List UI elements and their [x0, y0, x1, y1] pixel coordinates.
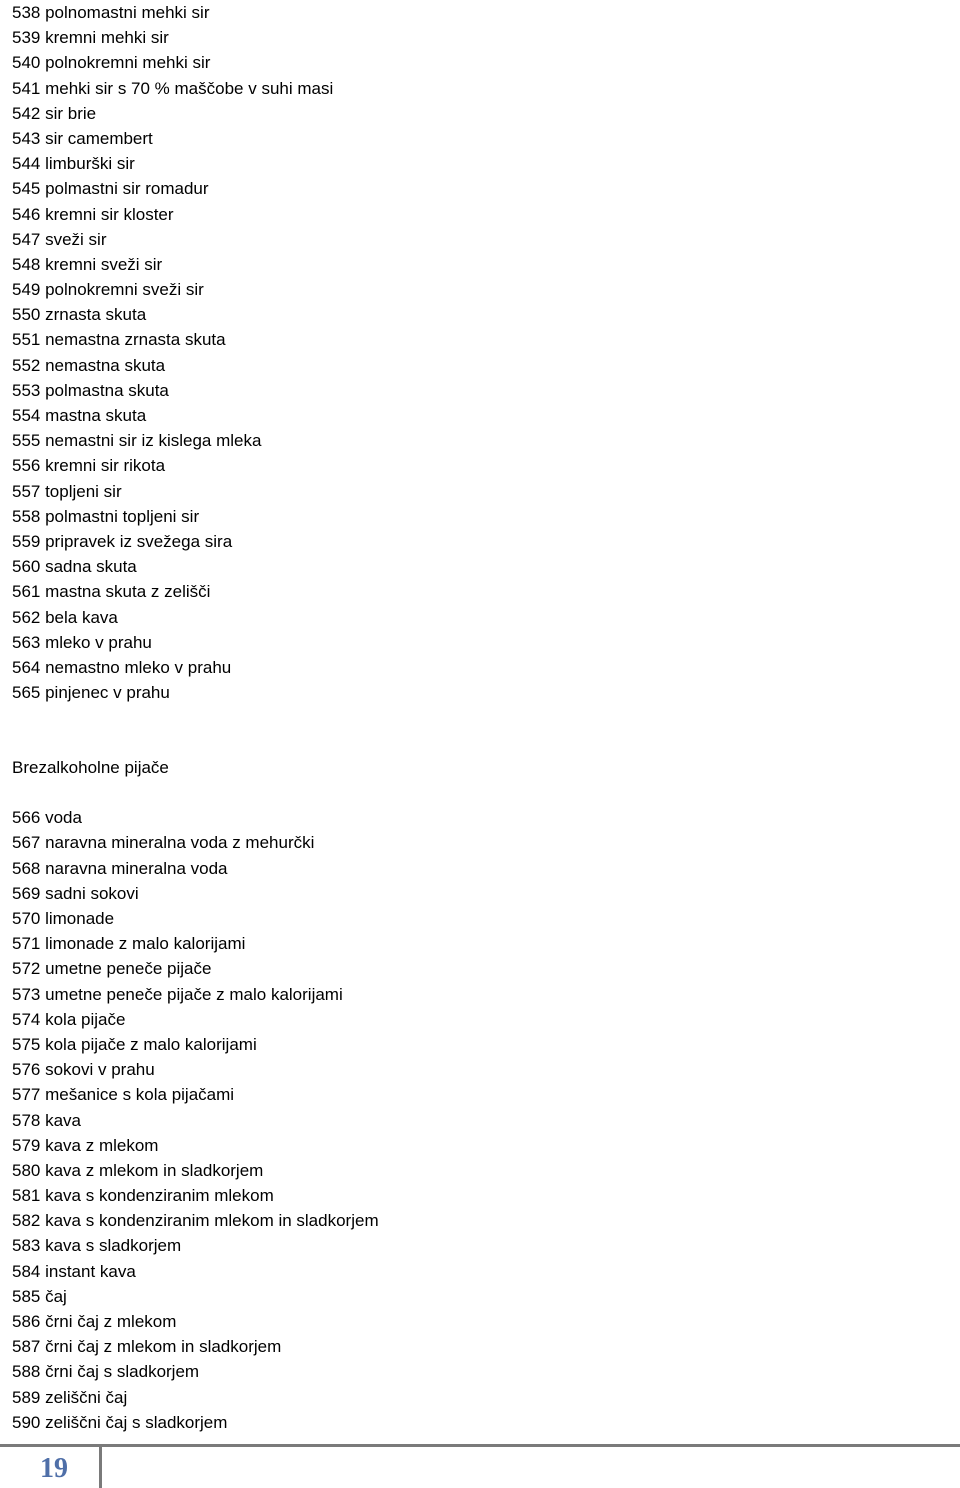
- list-item: 563 mleko v prahu: [12, 632, 152, 652]
- list-item: 568 naravna mineralna voda: [12, 858, 228, 878]
- list-item: 539 kremni mehki sir: [12, 28, 169, 48]
- list-item: 552 nemastna skuta: [12, 355, 166, 375]
- list-item: 573 umetne peneče pijače z malo kalorijami: [12, 984, 343, 1004]
- list-item: 589 zeliščni čaj: [12, 1387, 128, 1407]
- list-item: 549 polnokremni sveži sir: [12, 280, 204, 300]
- list-item: 571 limonade z malo kalorijami: [12, 934, 246, 954]
- food-list-dairy: [12, 0, 942, 705]
- list-item: 551 nemastna zrnasta skuta: [12, 330, 226, 350]
- page-content: [12, 0, 942, 1435]
- list-item: 570 limonade: [12, 909, 115, 928]
- list-item: 588 črni čaj s sladkorjem: [12, 1362, 200, 1382]
- list-item: 577 mešanice s kola pijačami: [12, 1085, 235, 1105]
- list-item: 556 kremni sir rikota: [12, 456, 166, 476]
- list-item: 564 nemastno mleko v prahu: [12, 657, 232, 677]
- list-item: 558 polmastni topljeni sir: [12, 506, 200, 526]
- list-item: 572 umetne peneče pijače: [12, 959, 212, 979]
- list-item: 576 sokovi v prahu: [12, 1060, 155, 1080]
- section-heading: Brezalkoholne pijače: [12, 758, 169, 778]
- list-item: 540 polnokremni mehki sir: [12, 53, 211, 73]
- list-item: 546 kremni sir kloster: [12, 204, 174, 224]
- list-item: 547 sveži sir: [12, 229, 107, 249]
- list-item: 575 kola pijače z malo kalorijami: [12, 1034, 257, 1054]
- list-item: 581 kava s kondenziranim mlekom: [12, 1186, 274, 1206]
- list-item: 582 kava s kondenziranim mlekom in sladkorjem: [12, 1211, 379, 1231]
- list-item: 585 čaj: [12, 1286, 67, 1306]
- list-item: 578 kava: [12, 1110, 81, 1130]
- list-item: 586 črni čaj z mlekom: [12, 1312, 177, 1331]
- list-item: 548 kremni sveži sir: [12, 254, 163, 274]
- list-item: 569 sadni sokovi: [12, 883, 139, 903]
- list-item: 554 mastna skuta: [12, 406, 147, 425]
- list-item: 574 kola pijače: [12, 1009, 126, 1029]
- list-item: 542 sir brie: [12, 103, 97, 123]
- list-item: 550 zrnasta skuta: [12, 305, 147, 325]
- section-spacer: [12, 781, 942, 805]
- page-number: 19: [40, 1453, 68, 1484]
- list-item: 543 sir camembert: [12, 128, 153, 148]
- list-item: 565 pinjenec v prahu: [12, 683, 170, 703]
- list-item: 562 bela kava: [12, 607, 118, 627]
- list-item: 584 instant kava: [12, 1261, 136, 1281]
- list-item: 559 pripravek iz svežega sira: [12, 531, 233, 551]
- list-item: 567 naravna mineralna voda z mehurčki: [12, 833, 315, 853]
- list-item: 555 nemastni sir iz kislega mleka: [12, 431, 262, 451]
- list-item: 580 kava z mlekom in sladkorjem: [12, 1160, 264, 1180]
- list-item: 553 polmastna skuta: [12, 380, 169, 400]
- list-item: 541 mehki sir s 70 % maščobe v suhi masi: [12, 78, 334, 98]
- list-item: 579 kava z mlekom: [12, 1135, 159, 1155]
- list-item: 557 topljeni sir: [12, 481, 122, 501]
- list-item: 583 kava s sladkorjem: [12, 1236, 182, 1256]
- list-item: 544 limburški sir: [12, 154, 135, 174]
- list-item: 538 polnomastni mehki sir: [12, 3, 210, 22]
- section-spacer: [12, 705, 942, 755]
- food-list-beverages: [12, 805, 942, 1435]
- list-item: 561 mastna skuta z zelišči: [12, 582, 211, 602]
- list-item: 590 zeliščni čaj s sladkorjem: [12, 1412, 228, 1432]
- list-item: 545 polmastni sir romadur: [12, 179, 209, 199]
- list-item: 560 sadna skuta: [12, 557, 137, 577]
- list-item: 587 črni čaj z mlekom in sladkorjem: [12, 1337, 282, 1357]
- list-item: 566 voda: [12, 808, 82, 828]
- footer-rule: [0, 1444, 960, 1447]
